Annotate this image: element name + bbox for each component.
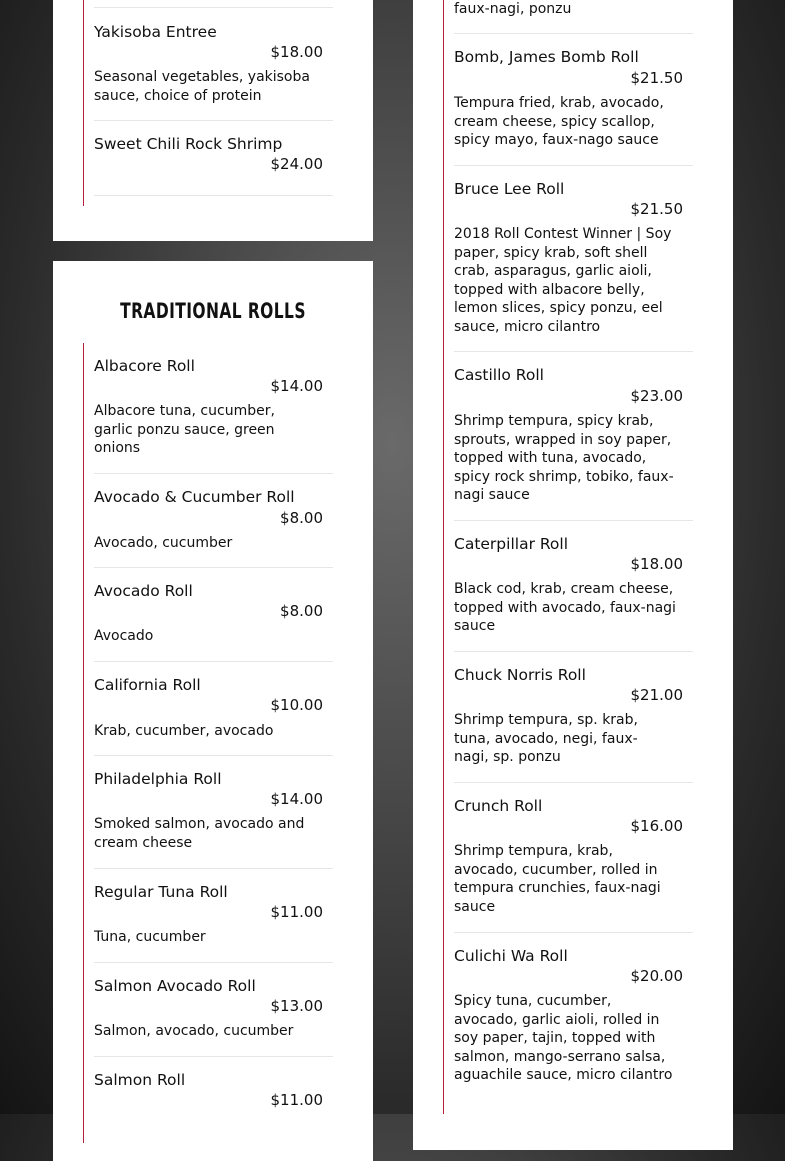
item-price: $21.50	[630, 69, 683, 87]
item-price: $13.00	[270, 997, 323, 1015]
item-price: $18.00	[270, 43, 323, 61]
menu-item-avocado-roll	[94, 568, 333, 662]
item-name: Regular Tuna Roll	[94, 883, 228, 901]
menu-item-california-roll	[94, 662, 333, 756]
menu-panel-traditional-rolls	[53, 261, 373, 1161]
item-name: California Roll	[94, 676, 201, 694]
item-name: Bomb, James Bomb Roll	[454, 48, 639, 66]
accent-rule	[83, 0, 84, 206]
item-price: $14.00	[270, 790, 323, 808]
menu-item-albacore-roll	[94, 343, 333, 474]
menu-item-bomb-james-bomb-roll	[454, 34, 693, 166]
item-description: Avocado, cucumber	[94, 535, 233, 551]
item-name: Caterpillar Roll	[454, 535, 569, 553]
item-price: $23.00	[630, 387, 683, 405]
item-description: 2018 Roll Contest Winner | Soy paper, spicy krab, soft shell crab, asparagus, garlic aioli, topped with albacore belly, lemon slices, spicy ponzu, eel sauce, micro cilantro	[454, 226, 672, 335]
item-description: Tempura fried, krab, avocado, cream cheese, spicy scallop, spicy mayo, faux-nago sauce	[454, 95, 664, 148]
item-name: Avocado Roll	[94, 582, 193, 600]
item-description: Spicy tuna, cucumber, avocado, garlic aioli, rolled in soy paper, tajin, topped with salmon, mango-serrano salsa, aguachile sauce, micro cilantro	[454, 993, 673, 1083]
menu-item-yakisoba-entree	[94, 8, 333, 121]
item-description-tail: faux-nagi, ponzu	[454, 1, 572, 17]
item-description: Seasonal vegetables, yakisoba sauce, choice of protein	[94, 69, 310, 104]
item-description: Smoked salmon, avocado and cream cheese	[94, 816, 305, 851]
item-description: Salmon, avocado, cucumber	[94, 1023, 294, 1039]
item-name: Sweet Chili Rock Shrimp	[94, 135, 283, 153]
accent-rule	[443, 0, 444, 1114]
item-name: Avocado & Cucumber Roll	[94, 488, 295, 506]
item-price: $11.00	[270, 903, 323, 921]
menu-item-avocado-cucumber-roll	[94, 474, 333, 568]
item-description: Albacore tuna, cucumber, garlic ponzu sauce, green onions	[94, 403, 275, 456]
item-name: Philadelphia Roll	[94, 770, 222, 788]
menu-panel-specialty-rolls	[413, 0, 733, 1150]
item-name: Castillo Roll	[454, 366, 544, 384]
item-description: Shrimp tempura, spicy krab, sprouts, wrapped in soy paper, topped with tuna, avocado, spicy rock shrimp, tobiko, faux-nagi sauce	[454, 413, 674, 503]
item-price: $21.50	[630, 200, 683, 218]
item-description: Avocado	[94, 628, 154, 644]
section-title: TRADITIONAL ROLLS	[120, 299, 306, 323]
menu-item-bruce-lee-roll	[454, 166, 693, 352]
item-name: Crunch Roll	[454, 797, 543, 815]
menu-item-salmon-avocado-roll	[94, 963, 333, 1057]
menu-item-chuck-norris-roll	[454, 652, 693, 783]
item-price: $18.00	[630, 555, 683, 573]
menu-panel-entrees	[53, 0, 373, 241]
menu-item-sweet-chili-rock-shrimp	[94, 121, 333, 196]
item-name: Salmon Avocado Roll	[94, 977, 256, 995]
item-price: $24.00	[270, 155, 323, 173]
item-description: Black cod, krab, cream cheese, topped with avocado, faux-nagi sauce	[454, 581, 676, 634]
item-name: Bruce Lee Roll	[454, 180, 565, 198]
item-name: Culichi Wa Roll	[454, 947, 568, 965]
menu-item-castillo-roll	[454, 352, 693, 521]
item-description: Shrimp tempura, krab, avocado, cucumber, rolled in tempura crunchies, faux-nagi sauce	[454, 843, 661, 915]
item-description: Krab, cucumber, avocado	[94, 723, 274, 739]
menu-item-crunch-roll	[454, 783, 693, 933]
item-price: $8.00	[280, 602, 323, 620]
item-name: Salmon Roll	[94, 1071, 186, 1089]
item-price: $14.00	[270, 377, 323, 395]
item-price: $16.00	[630, 817, 683, 835]
item-price: $11.00	[270, 1091, 323, 1109]
item-price: $8.00	[280, 509, 323, 527]
menu-item-caterpillar-roll	[454, 521, 693, 652]
item-description: Shrimp tempura, sp. krab, tuna, avocado, negi, faux-nagi, sp. ponzu	[454, 712, 638, 765]
menu-item-salmon-roll	[94, 1057, 333, 1150]
item-price: $20.00	[630, 967, 683, 985]
menu-item-culichi-wa-roll	[454, 933, 693, 1133]
item-price: $21.00	[630, 686, 683, 704]
item-name: Chuck Norris Roll	[454, 666, 586, 684]
menu-item-regular-tuna-roll	[94, 869, 333, 963]
item-description: Tuna, cucumber	[94, 929, 206, 945]
accent-rule	[83, 343, 84, 1143]
menu-item-philadelphia-roll	[94, 756, 333, 869]
item-price: $10.00	[270, 696, 323, 714]
item-name: Yakisoba Entree	[94, 23, 217, 41]
item-name: Albacore Roll	[94, 357, 195, 375]
